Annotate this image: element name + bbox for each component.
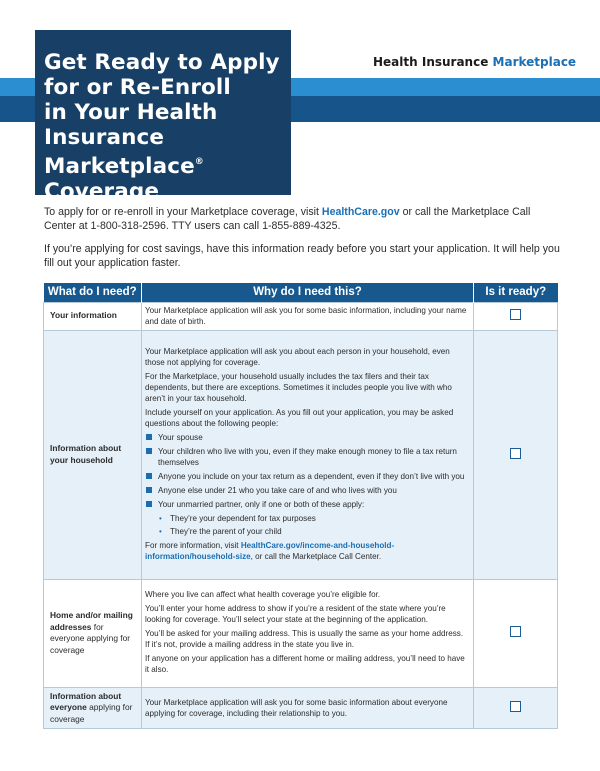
intro-text — [44, 206, 564, 280]
table-row — [44, 330, 558, 579]
marketplace-logo: Health Insurance Marketplace — [373, 55, 577, 69]
row-label: Information about your household — [44, 330, 142, 579]
header-why: Why do I need this? — [142, 283, 474, 302]
title-box — [35, 30, 291, 204]
list-item: Your unmarried partner, only if one or both of these apply: — [145, 499, 469, 510]
list-item: • They’re your dependent for tax purposes — [157, 513, 469, 524]
ready-checkbox-cell[interactable] — [474, 687, 558, 729]
row-description: Where you live can affect what health coverage you’re eligible for. You’ll enter your home address to show if you’re a resident of the state where you’re looking for coverage. You’ll select your state at the beginning of the application. You’ll be asked for your mailing address. This is usually the same as your home address. If it’s not, provide a mailing address in the state you live in. If anyone on your application has a different home or mailing address, you’ll need to have it also. — [142, 579, 474, 687]
page-title: Get Ready to Apply for or Re-Enroll in Your Health Insurance Marketplace® Coverage — [44, 50, 280, 204]
row-label: Your information — [44, 302, 142, 330]
intro-paragraph-2: If you’re applying for cost savings, have this information ready before you start your application. It will help you fill out your application faster. — [44, 243, 560, 269]
header-what: What do I need? — [44, 283, 142, 302]
list-item: Anyone you include on your tax return as a dependent, even if they don’t live with you — [145, 471, 469, 482]
checkbox[interactable] — [510, 448, 521, 459]
list-item: • They’re the parent of your child — [157, 526, 469, 537]
checkbox[interactable] — [510, 626, 521, 637]
people-list — [145, 432, 469, 510]
row-label: Home and/or mailing addresses for everyone applying for coverage — [44, 579, 142, 687]
checklist-table — [43, 283, 558, 729]
household-size-link[interactable]: HealthCare.gov/income-and-household-information/household-size — [145, 540, 395, 561]
table-row — [44, 687, 558, 729]
intro-paragraph-1: To apply for or re-enroll in your Marketplace coverage, visit HealthCare.gov or call the Marketplace Call Center at 1-800-318-2596. TTY users can call 1-855-889-4325. — [44, 206, 531, 232]
table-row — [44, 302, 558, 330]
healthcare-gov-link[interactable]: HealthCare.gov — [321, 206, 400, 218]
row-description: Your Marketplace application will ask you about each person in your household, even those not applying for coverage. For the Marketplace, your household usually includes the tax filers and their tax dependents, but there are exceptions. Sometimes it includes people you live with who aren’t in your tax household. Include yourself on your application. As you fill out your application, you may be asked questions about the following people: Your spouse Your children who live with you, even if they make enough money to file a tax return themselves Anyone you include on your tax return as a dependent, even if they don’t live with you Anyone else under 21 who you take care of and who lives with you Your unmarried partner, only if one or both of these apply: • They’re your dependent for tax purposes • They’re the parent of your child For more information, visit HealthCare.gov/income-and-household-information/household-size, or call the Marketplace Call Center. — [142, 330, 474, 579]
header-ready: Is it ready? — [474, 283, 558, 302]
table-row — [44, 579, 558, 687]
checkbox[interactable] — [510, 701, 521, 712]
list-item: Your children who live with you, even if they make enough money to file a tax return themselves — [145, 446, 469, 468]
ready-checkbox-cell[interactable] — [474, 330, 558, 579]
partner-conditions-list — [157, 513, 469, 537]
row-description: Your Marketplace application will ask you for some basic information, including your name and date of birth. — [142, 302, 474, 330]
row-label: Information about everyone applying for coverage — [44, 687, 142, 729]
ready-checkbox-cell[interactable] — [474, 579, 558, 687]
checkbox[interactable] — [510, 309, 521, 320]
row-description: Your Marketplace application will ask you for some basic information about everyone applying for coverage, including their relationship to you. — [142, 687, 474, 729]
list-item: Anyone else under 21 who you take care of and who lives with you — [145, 485, 469, 496]
list-item: Your spouse — [145, 432, 469, 443]
ready-checkbox-cell[interactable] — [474, 302, 558, 330]
table-header-row — [44, 283, 558, 302]
